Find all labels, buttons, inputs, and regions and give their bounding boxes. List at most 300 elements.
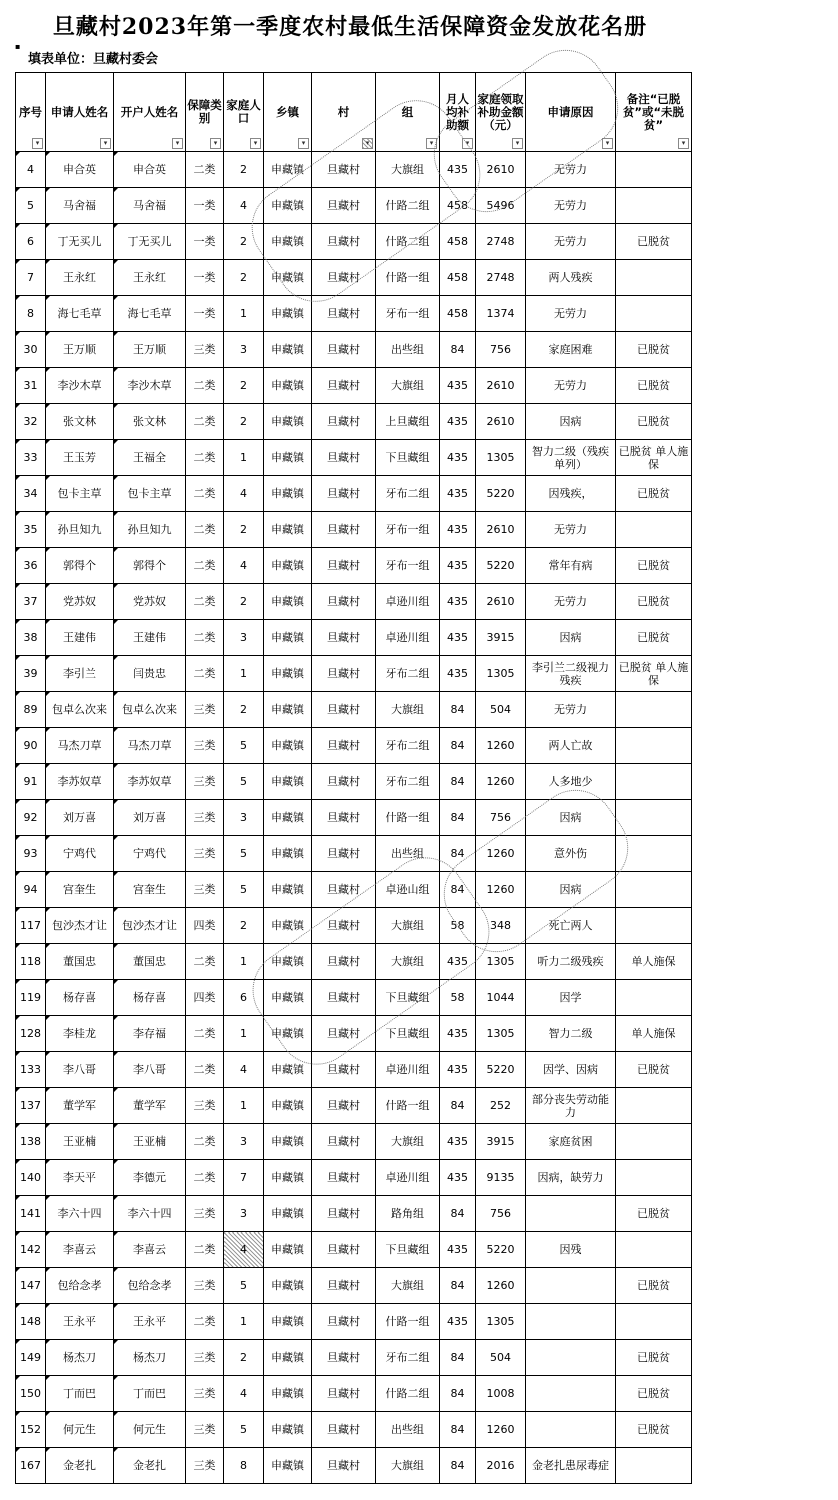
cell-account-holder[interactable]: 李喜云 [114, 1232, 186, 1268]
cell-monthly-subsidy[interactable]: 84 [440, 1376, 476, 1412]
cell-household-amount[interactable]: 2748 [476, 260, 526, 296]
cell-reason[interactable]: 李引兰二级视力残疾 [526, 656, 616, 692]
cell-village[interactable]: 旦藏村 [312, 188, 376, 224]
cell-household[interactable]: 1 [224, 1304, 264, 1340]
cell-village[interactable]: 旦藏村 [312, 1376, 376, 1412]
cell-group[interactable]: 牙布二组 [376, 728, 440, 764]
cell-remark[interactable] [616, 800, 692, 836]
cell-household-amount[interactable]: 1260 [476, 872, 526, 908]
cell-account-holder[interactable]: 王亚楠 [114, 1124, 186, 1160]
cell-remark[interactable]: 已脱贫 单人施保 [616, 440, 692, 476]
cell-remark[interactable] [616, 836, 692, 872]
cell-household-amount[interactable]: 5220 [476, 1052, 526, 1088]
cell-monthly-subsidy[interactable]: 84 [440, 872, 476, 908]
cell-township[interactable]: 申藏镇 [264, 1052, 312, 1088]
cell-reason[interactable]: 无劳力 [526, 368, 616, 404]
cell-household[interactable]: 2 [224, 404, 264, 440]
cell-applicant[interactable]: 郭得个 [46, 548, 114, 584]
cell-index[interactable]: 33 [16, 440, 46, 476]
cell-group[interactable]: 大旗组 [376, 368, 440, 404]
cell-township[interactable]: 申藏镇 [264, 620, 312, 656]
cell-reason[interactable]: 因残 [526, 1232, 616, 1268]
cell-remark[interactable] [616, 1160, 692, 1196]
cell-category[interactable]: 二类 [186, 404, 224, 440]
cell-township[interactable]: 申藏镇 [264, 1340, 312, 1376]
cell-group[interactable]: 牙布一组 [376, 548, 440, 584]
cell-household[interactable]: 3 [224, 620, 264, 656]
cell-index[interactable]: 133 [16, 1052, 46, 1088]
cell-township[interactable]: 申藏镇 [264, 368, 312, 404]
cell-household-amount[interactable]: 1305 [476, 1304, 526, 1340]
cell-group[interactable]: 牙布一组 [376, 296, 440, 332]
cell-household[interactable]: 2 [224, 152, 264, 188]
cell-account-holder[interactable]: 董学军 [114, 1088, 186, 1124]
cell-township[interactable]: 申藏镇 [264, 656, 312, 692]
cell-applicant[interactable]: 申合英 [46, 152, 114, 188]
filter-dropdown-icon[interactable]: ▾ [100, 138, 111, 149]
cell-reason[interactable]: 意外伤 [526, 836, 616, 872]
cell-category[interactable]: 二类 [186, 152, 224, 188]
cell-household[interactable]: 5 [224, 728, 264, 764]
cell-village[interactable]: 旦藏村 [312, 1052, 376, 1088]
cell-applicant[interactable]: 丁而巴 [46, 1376, 114, 1412]
cell-remark[interactable]: 已脱贫 单人施保 [616, 656, 692, 692]
cell-township[interactable]: 申藏镇 [264, 260, 312, 296]
cell-remark[interactable] [616, 512, 692, 548]
cell-reason[interactable]: 常年有病 [526, 548, 616, 584]
cell-household[interactable]: 2 [224, 1340, 264, 1376]
cell-reason[interactable]: 因病，缺劳力 [526, 1160, 616, 1196]
cell-applicant[interactable]: 张文林 [46, 404, 114, 440]
cell-monthly-subsidy[interactable]: 84 [440, 728, 476, 764]
cell-applicant[interactable]: 孙旦知九 [46, 512, 114, 548]
cell-household-amount[interactable]: 1260 [476, 764, 526, 800]
cell-remark[interactable] [616, 1124, 692, 1160]
cell-monthly-subsidy[interactable]: 84 [440, 1412, 476, 1448]
cell-account-holder[interactable]: 杨杰刀 [114, 1340, 186, 1376]
cell-village[interactable]: 旦藏村 [312, 1340, 376, 1376]
cell-remark[interactable] [616, 188, 692, 224]
cell-household-amount[interactable]: 2610 [476, 152, 526, 188]
filter-dropdown-icon[interactable]: ▾ [210, 138, 221, 149]
cell-applicant[interactable]: 海七毛草 [46, 296, 114, 332]
cell-index[interactable]: 36 [16, 548, 46, 584]
cell-remark[interactable]: 已脱贫 [616, 1268, 692, 1304]
cell-category[interactable]: 三类 [186, 800, 224, 836]
cell-account-holder[interactable]: 王福全 [114, 440, 186, 476]
cell-remark[interactable] [616, 728, 692, 764]
cell-category[interactable]: 二类 [186, 440, 224, 476]
cell-group[interactable]: 什路二组 [376, 224, 440, 260]
cell-index[interactable]: 167 [16, 1448, 46, 1484]
cell-category[interactable]: 一类 [186, 260, 224, 296]
cell-reason[interactable]: 无劳力 [526, 296, 616, 332]
cell-category[interactable]: 二类 [186, 368, 224, 404]
cell-account-holder[interactable]: 包沙杰才让 [114, 908, 186, 944]
cell-account-holder[interactable]: 李六十四 [114, 1196, 186, 1232]
cell-township[interactable]: 申藏镇 [264, 1124, 312, 1160]
cell-category[interactable]: 二类 [186, 1304, 224, 1340]
cell-category[interactable]: 三类 [186, 1196, 224, 1232]
cell-household-amount[interactable]: 756 [476, 1196, 526, 1232]
cell-household[interactable]: 1 [224, 656, 264, 692]
cell-category[interactable]: 三类 [186, 1088, 224, 1124]
cell-township[interactable]: 申藏镇 [264, 1268, 312, 1304]
cell-remark[interactable] [616, 296, 692, 332]
cell-village[interactable]: 旦藏村 [312, 944, 376, 980]
cell-remark[interactable] [616, 1304, 692, 1340]
cell-group[interactable]: 牙布二组 [376, 656, 440, 692]
cell-reason[interactable]: 因病 [526, 404, 616, 440]
cell-index[interactable]: 38 [16, 620, 46, 656]
cell-monthly-subsidy[interactable]: 435 [440, 656, 476, 692]
cell-household[interactable]: 2 [224, 908, 264, 944]
cell-household[interactable]: 2 [224, 584, 264, 620]
cell-group[interactable]: 什路二组 [376, 188, 440, 224]
cell-account-holder[interactable]: 王永红 [114, 260, 186, 296]
cell-township[interactable]: 申藏镇 [264, 584, 312, 620]
cell-household-amount[interactable]: 504 [476, 692, 526, 728]
filter-dropdown-icon[interactable]: ▾ [426, 138, 437, 149]
col-header-category[interactable]: 保障类别 ▾ [186, 73, 224, 152]
cell-account-holder[interactable]: 金老扎 [114, 1448, 186, 1484]
cell-township[interactable]: 申藏镇 [264, 404, 312, 440]
filter-dropdown-icon[interactable]: ▾ [362, 138, 373, 149]
cell-group[interactable]: 路角组 [376, 1196, 440, 1232]
cell-reason[interactable]: 无劳力 [526, 584, 616, 620]
cell-monthly-subsidy[interactable]: 84 [440, 692, 476, 728]
cell-applicant[interactable]: 李天平 [46, 1160, 114, 1196]
cell-household-amount[interactable]: 2610 [476, 512, 526, 548]
cell-household-amount[interactable]: 1044 [476, 980, 526, 1016]
cell-account-holder[interactable]: 闫贵忠 [114, 656, 186, 692]
cell-index[interactable]: 92 [16, 800, 46, 836]
cell-township[interactable]: 申藏镇 [264, 1016, 312, 1052]
cell-group[interactable]: 牙布二组 [376, 764, 440, 800]
cell-category[interactable]: 二类 [186, 1052, 224, 1088]
cell-household[interactable]: 5 [224, 872, 264, 908]
cell-monthly-subsidy[interactable]: 435 [440, 368, 476, 404]
cell-village[interactable]: 旦藏村 [312, 656, 376, 692]
cell-household[interactable]: 5 [224, 1268, 264, 1304]
cell-group[interactable]: 上旦藏组 [376, 404, 440, 440]
cell-account-holder[interactable]: 宁鸡代 [114, 836, 186, 872]
cell-village[interactable]: 旦藏村 [312, 548, 376, 584]
cell-applicant[interactable]: 李苏奴草 [46, 764, 114, 800]
cell-group[interactable]: 什路一组 [376, 800, 440, 836]
cell-applicant[interactable]: 包卓么次来 [46, 692, 114, 728]
cell-village[interactable]: 旦藏村 [312, 368, 376, 404]
cell-reason[interactable]: 无劳力 [526, 188, 616, 224]
filter-dropdown-icon[interactable]: ▾ [602, 138, 613, 149]
cell-household-amount[interactable]: 1305 [476, 440, 526, 476]
cell-reason[interactable]: 无劳力 [526, 692, 616, 728]
cell-village[interactable]: 旦藏村 [312, 512, 376, 548]
cell-reason[interactable]: 两人残疾 [526, 260, 616, 296]
cell-village[interactable]: 旦藏村 [312, 404, 376, 440]
cell-remark[interactable]: 已脱贫 [616, 620, 692, 656]
cell-village[interactable]: 旦藏村 [312, 1016, 376, 1052]
cell-village[interactable]: 旦藏村 [312, 692, 376, 728]
cell-account-holder[interactable]: 李存福 [114, 1016, 186, 1052]
cell-village[interactable]: 旦藏村 [312, 1304, 376, 1340]
cell-monthly-subsidy[interactable]: 458 [440, 224, 476, 260]
cell-index[interactable]: 39 [16, 656, 46, 692]
cell-village[interactable]: 旦藏村 [312, 1196, 376, 1232]
cell-index[interactable]: 138 [16, 1124, 46, 1160]
col-header-household-amount[interactable]: 家庭领取补助金额（元） ▾ [476, 73, 526, 152]
cell-township[interactable]: 申藏镇 [264, 764, 312, 800]
cell-account-holder[interactable]: 董国忠 [114, 944, 186, 980]
cell-township[interactable]: 申藏镇 [264, 1376, 312, 1412]
cell-remark[interactable]: 单人施保 [616, 944, 692, 980]
cell-account-holder[interactable]: 李苏奴草 [114, 764, 186, 800]
cell-category[interactable]: 二类 [186, 548, 224, 584]
cell-remark[interactable] [616, 980, 692, 1016]
cell-township[interactable]: 申藏镇 [264, 836, 312, 872]
cell-applicant[interactable]: 杨杰刀 [46, 1340, 114, 1376]
cell-category[interactable]: 一类 [186, 296, 224, 332]
cell-village[interactable]: 旦藏村 [312, 152, 376, 188]
cell-household[interactable]: 4 [224, 548, 264, 584]
cell-household[interactable]: 1 [224, 1016, 264, 1052]
cell-reason[interactable]: 死亡两人 [526, 908, 616, 944]
cell-reason[interactable]: 因病 [526, 872, 616, 908]
cell-account-holder[interactable]: 马杰刀草 [114, 728, 186, 764]
cell-category[interactable]: 三类 [186, 728, 224, 764]
cell-household-amount[interactable]: 1305 [476, 1016, 526, 1052]
cell-reason[interactable]: 听力二级残疾 [526, 944, 616, 980]
cell-village[interactable]: 旦藏村 [312, 800, 376, 836]
cell-account-holder[interactable]: 丁而巴 [114, 1376, 186, 1412]
cell-account-holder[interactable]: 王万顺 [114, 332, 186, 368]
cell-household[interactable]: 5 [224, 764, 264, 800]
cell-monthly-subsidy[interactable]: 435 [440, 548, 476, 584]
col-header-account-holder[interactable]: 开户人姓名 ▾ [114, 73, 186, 152]
cell-remark[interactable] [616, 908, 692, 944]
cell-monthly-subsidy[interactable]: 435 [440, 476, 476, 512]
cell-index[interactable]: 149 [16, 1340, 46, 1376]
cell-remark[interactable]: 已脱贫 [616, 1412, 692, 1448]
cell-household-amount[interactable]: 2748 [476, 224, 526, 260]
cell-reason[interactable]: 家庭困难 [526, 332, 616, 368]
cell-category[interactable]: 二类 [186, 512, 224, 548]
cell-household-amount[interactable]: 5220 [476, 476, 526, 512]
cell-category[interactable]: 一类 [186, 188, 224, 224]
cell-index[interactable]: 150 [16, 1376, 46, 1412]
cell-group[interactable]: 卓逊川组 [376, 620, 440, 656]
cell-reason[interactable]: 金老扎患尿毒症 [526, 1448, 616, 1484]
filter-dropdown-icon[interactable]: ▾ [462, 138, 473, 149]
cell-index[interactable]: 5 [16, 188, 46, 224]
cell-township[interactable]: 申藏镇 [264, 440, 312, 476]
cell-index[interactable]: 137 [16, 1088, 46, 1124]
cell-reason[interactable] [526, 1268, 616, 1304]
cell-category[interactable]: 三类 [186, 332, 224, 368]
cell-reason[interactable] [526, 1376, 616, 1412]
cell-household-amount[interactable]: 5220 [476, 548, 526, 584]
cell-group[interactable]: 牙布一组 [376, 512, 440, 548]
cell-category[interactable]: 一类 [186, 224, 224, 260]
cell-monthly-subsidy[interactable]: 435 [440, 404, 476, 440]
cell-account-holder[interactable]: 李沙木草 [114, 368, 186, 404]
cell-account-holder[interactable]: 丁无买儿 [114, 224, 186, 260]
cell-monthly-subsidy[interactable]: 435 [440, 512, 476, 548]
cell-index[interactable]: 152 [16, 1412, 46, 1448]
cell-household[interactable]: 4 [224, 188, 264, 224]
cell-township[interactable]: 申藏镇 [264, 1088, 312, 1124]
cell-reason[interactable] [526, 1412, 616, 1448]
cell-household-amount[interactable]: 1305 [476, 944, 526, 980]
cell-reason[interactable]: 智力二级（残疾单列） [526, 440, 616, 476]
cell-applicant[interactable]: 王万顺 [46, 332, 114, 368]
cell-index[interactable]: 148 [16, 1304, 46, 1340]
cell-applicant[interactable]: 王永平 [46, 1304, 114, 1340]
cell-village[interactable]: 旦藏村 [312, 1160, 376, 1196]
cell-account-holder[interactable]: 杨存喜 [114, 980, 186, 1016]
cell-group[interactable]: 出些组 [376, 836, 440, 872]
cell-household-amount[interactable]: 2610 [476, 368, 526, 404]
cell-remark[interactable]: 已脱贫 [616, 548, 692, 584]
cell-account-holder[interactable]: 包卡主草 [114, 476, 186, 512]
cell-household[interactable]: 5 [224, 836, 264, 872]
cell-monthly-subsidy[interactable]: 435 [440, 152, 476, 188]
cell-monthly-subsidy[interactable]: 435 [440, 1160, 476, 1196]
cell-remark[interactable]: 已脱贫 [616, 476, 692, 512]
cell-monthly-subsidy[interactable]: 84 [440, 764, 476, 800]
cell-index[interactable]: 142 [16, 1232, 46, 1268]
cell-group[interactable]: 什路一组 [376, 260, 440, 296]
cell-account-holder[interactable]: 海七毛草 [114, 296, 186, 332]
cell-household-amount[interactable]: 1260 [476, 1268, 526, 1304]
cell-monthly-subsidy[interactable]: 458 [440, 188, 476, 224]
cell-household[interactable]: 4 [224, 1232, 264, 1268]
cell-village[interactable]: 旦藏村 [312, 1412, 376, 1448]
cell-category[interactable]: 二类 [186, 476, 224, 512]
cell-monthly-subsidy[interactable]: 58 [440, 980, 476, 1016]
cell-village[interactable]: 旦藏村 [312, 620, 376, 656]
cell-category[interactable]: 四类 [186, 908, 224, 944]
filter-dropdown-icon[interactable]: ▾ [172, 138, 183, 149]
cell-index[interactable]: 91 [16, 764, 46, 800]
cell-remark[interactable]: 已脱贫 [616, 584, 692, 620]
cell-account-holder[interactable]: 何元生 [114, 1412, 186, 1448]
cell-household[interactable]: 2 [224, 368, 264, 404]
cell-household[interactable]: 2 [224, 512, 264, 548]
cell-household[interactable]: 4 [224, 1376, 264, 1412]
cell-household[interactable]: 2 [224, 692, 264, 728]
cell-village[interactable]: 旦藏村 [312, 440, 376, 476]
cell-group[interactable]: 出些组 [376, 332, 440, 368]
cell-group[interactable]: 大旗组 [376, 152, 440, 188]
cell-township[interactable]: 申藏镇 [264, 1160, 312, 1196]
cell-monthly-subsidy[interactable]: 435 [440, 1016, 476, 1052]
col-header-reason[interactable]: 申请原因 ▾ [526, 73, 616, 152]
cell-village[interactable]: 旦藏村 [312, 224, 376, 260]
cell-household[interactable]: 4 [224, 476, 264, 512]
cell-index[interactable]: 119 [16, 980, 46, 1016]
cell-village[interactable]: 旦藏村 [312, 1088, 376, 1124]
cell-category[interactable]: 二类 [186, 1160, 224, 1196]
cell-township[interactable]: 申藏镇 [264, 980, 312, 1016]
cell-household-amount[interactable]: 3915 [476, 620, 526, 656]
cell-household-amount[interactable]: 348 [476, 908, 526, 944]
cell-account-holder[interactable]: 刘万喜 [114, 800, 186, 836]
cell-township[interactable]: 申藏镇 [264, 188, 312, 224]
cell-group[interactable]: 下旦藏组 [376, 1232, 440, 1268]
cell-remark[interactable]: 已脱贫 [616, 1340, 692, 1376]
cell-township[interactable]: 申藏镇 [264, 908, 312, 944]
cell-village[interactable]: 旦藏村 [312, 260, 376, 296]
cell-reason[interactable]: 人多地少 [526, 764, 616, 800]
col-header-group[interactable]: 组 ▾ [376, 73, 440, 152]
cell-township[interactable]: 申藏镇 [264, 1412, 312, 1448]
cell-reason[interactable]: 因残疾， [526, 476, 616, 512]
cell-reason[interactable]: 无劳力 [526, 224, 616, 260]
cell-group[interactable]: 下旦藏组 [376, 980, 440, 1016]
cell-township[interactable]: 申藏镇 [264, 512, 312, 548]
cell-village[interactable]: 旦藏村 [312, 1124, 376, 1160]
cell-reason[interactable]: 因病 [526, 620, 616, 656]
filter-dropdown-icon[interactable]: ▾ [250, 138, 261, 149]
cell-reason[interactable]: 因学、因病 [526, 1052, 616, 1088]
cell-group[interactable]: 下旦藏组 [376, 440, 440, 476]
cell-township[interactable]: 申藏镇 [264, 548, 312, 584]
cell-group[interactable]: 大旗组 [376, 1268, 440, 1304]
cell-household[interactable]: 3 [224, 1124, 264, 1160]
cell-applicant[interactable]: 王建伟 [46, 620, 114, 656]
cell-village[interactable]: 旦藏村 [312, 476, 376, 512]
cell-township[interactable]: 申藏镇 [264, 800, 312, 836]
cell-account-holder[interactable]: 李德元 [114, 1160, 186, 1196]
cell-applicant[interactable]: 王亚楠 [46, 1124, 114, 1160]
cell-account-holder[interactable]: 李八哥 [114, 1052, 186, 1088]
cell-applicant[interactable]: 包给念孝 [46, 1268, 114, 1304]
cell-index[interactable]: 8 [16, 296, 46, 332]
cell-township[interactable]: 申藏镇 [264, 1232, 312, 1268]
cell-index[interactable]: 141 [16, 1196, 46, 1232]
cell-monthly-subsidy[interactable]: 435 [440, 1304, 476, 1340]
cell-account-holder[interactable]: 张文林 [114, 404, 186, 440]
cell-remark[interactable]: 已脱贫 [616, 224, 692, 260]
cell-monthly-subsidy[interactable]: 435 [440, 1124, 476, 1160]
cell-applicant[interactable]: 何元生 [46, 1412, 114, 1448]
cell-monthly-subsidy[interactable]: 84 [440, 1448, 476, 1484]
cell-township[interactable]: 申藏镇 [264, 1304, 312, 1340]
cell-group[interactable]: 什路二组 [376, 1376, 440, 1412]
cell-applicant[interactable]: 王永红 [46, 260, 114, 296]
cell-monthly-subsidy[interactable]: 435 [440, 620, 476, 656]
cell-monthly-subsidy[interactable]: 84 [440, 1196, 476, 1232]
cell-category[interactable]: 二类 [186, 1124, 224, 1160]
col-header-household[interactable]: 家庭人口 ▾ [224, 73, 264, 152]
cell-household-amount[interactable]: 1260 [476, 836, 526, 872]
cell-account-holder[interactable]: 王建伟 [114, 620, 186, 656]
cell-category[interactable]: 四类 [186, 980, 224, 1016]
cell-remark[interactable] [616, 260, 692, 296]
cell-remark[interactable]: 已脱贫 [616, 332, 692, 368]
cell-village[interactable]: 旦藏村 [312, 584, 376, 620]
cell-township[interactable]: 申藏镇 [264, 224, 312, 260]
cell-remark[interactable]: 已脱贫 [616, 1052, 692, 1088]
cell-applicant[interactable]: 杨存喜 [46, 980, 114, 1016]
cell-index[interactable]: 35 [16, 512, 46, 548]
cell-household-amount[interactable]: 2610 [476, 404, 526, 440]
cell-household[interactable]: 1 [224, 440, 264, 476]
cell-category[interactable]: 三类 [186, 1340, 224, 1376]
cell-township[interactable]: 申藏镇 [264, 296, 312, 332]
cell-village[interactable]: 旦藏村 [312, 332, 376, 368]
